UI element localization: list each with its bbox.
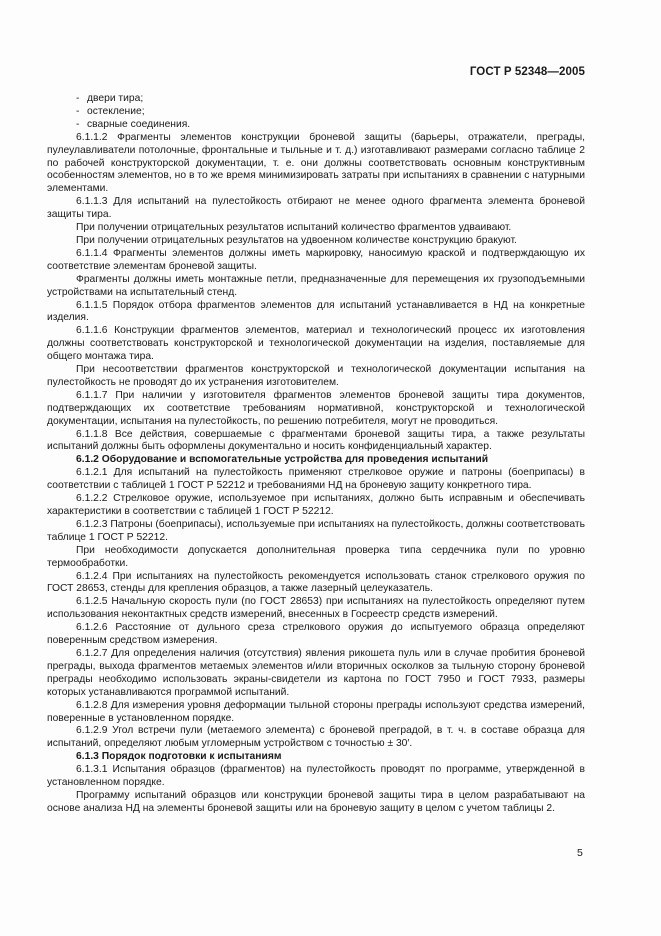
dash-marker: - [76,105,80,117]
paragraph: 6.1.2.8 Для измерения уровня деформации тыльной стороны преграды используют средства измерений, поверенные в установленном порядке. [47,699,585,724]
list-item-text: остекление; [87,105,145,117]
paragraph: 6.1.1.4 Фрагменты элементов должны иметь маркировку, наносимую краской и подтверждающую их соответствие элементам броневой защиты. [47,247,585,272]
list [47,93,585,132]
paragraph: 6.1.2.9 Угол встречи пули (метаемого элемента) с броневой преградой, в т. ч. в составе образца для испытаний, определяют любым угломерным устройством с точностью ± 30′. [47,725,585,750]
paragraph: 6.1.2.5 Начальную скорость пули (по ГОСТ 28653) при испытаниях на пулестойкость определяют путем использования неконтактных средств измерений, внесенных в Госреестр средств измерений. [47,596,585,621]
paragraph: 6.1.2.2 Стрелковое оружие, используемое при испытаниях, должно быть исправным и обеспечивать характеристики в соответствии с таблицей 1 ГОСТ Р 52212. [47,493,585,517]
paragraph: При несоответствии фрагментов конструкторской и технологической документации испытания на пулестойкость не проводят до их устранения изготовителем. [47,364,585,388]
paragraph: 6.1.2.7 Для определения наличия (отсутствия) явления рикошета пуль или в случае пробития броневой преграды, выхода фрагментов метаемых элементов и/или вторичных осколков за тыльную сторону броневой преграды необходимо использовать экраны-свидетели из картона по ГОСТ 7950 и ГОСТ 7933, размеры которых устанавливаются программой испытаний. [47,647,585,698]
page-number: 5 [577,847,583,859]
paragraph: 6.1.2.1 Для испытаний на пулестойкость применяют стрелковое оружие и патроны (боеприпасы) в соответствии с таблицей 1 ГОСТ Р 52212 и требованиями НД на броневую защиту конкретного тира. [47,467,585,492]
document-body [47,93,585,816]
document-code-header: ГОСТ Р 52348—2005 [469,66,585,78]
section-heading: 6.1.3 Порядок подготовки к испытаниям [76,751,282,763]
paragraph: 6.1.1.7 При наличии у изготовителя фрагментов элементов броневой защиты тира документов, подтверждающих их соответствие требованиям нормативной, конструкторской и технологической документации, испытания на пулестойкость, по решению потребителя, могут не проводиться. [47,389,585,427]
paragraph: 6.1.1.8 Все действия, совершаемые с фрагментами броневой защиты тира, а также результаты испытаний должны быть оформлены документально и носить конфиденциальный характер. [47,428,585,453]
paragraph: При получении отрицательных результатов испытаний количество фрагментов удваивают. [76,222,512,234]
paragraph: 6.1.2.6 Расстояние от дульного среза стрелкового оружия до испытуемого образца определяют поверенным средством измерения. [47,622,585,647]
paragraph: Программу испытаний образцов или конструкции броневой защиты тира в целом разрабатывают на основе анализа НД на элементы броневой защиты или на броневую защиту в целом с учетом таблицы 2. [47,789,585,814]
dash-marker: - [76,118,80,130]
list-item-text: двери тира; [87,93,144,104]
paragraphs [47,132,585,816]
paragraph: При получении отрицательных результатов на удвоенном количестве конструкцию бракуют. [76,234,517,246]
paragraph: 6.1.1.5 Порядок отбора фрагментов элементов для испытаний устанавливается в НД на конкретные изделия. [47,299,585,324]
section-heading: 6.1.2 Оборудование и вспомогательные устройства для проведения испытаний [76,454,489,466]
paragraph: Фрагменты должны иметь монтажные петли, предназначенные для перемещения их грузоподъемными устройствами на испытательный стенд. [47,273,585,298]
paragraph: 6.1.1.3 Для испытаний на пулестойкость отбирают не менее одного фрагмента элемента броневой защиты тира. [47,196,585,221]
list-item [47,106,585,119]
paragraph: 6.1.2.3 Патроны (боеприпасы), используемые при испытаниях на пулестойкость, должны соответствовать таблице 1 ГОСТ Р 52212. [47,518,585,543]
paragraph: 6.1.1.2 Фрагменты элементов конструкции броневой защиты (барьеры, отражатели, преграды, пулеулавливатели потолочные, фронтальные и тыльные и т. д.) изготавливают размерами согласно таблице 2 по рабочей конструкторской документации, т. е. они должны соответствовать основным конструктивным особенностям элементов, но в то же время минимизировать затраты при испытаниях в сравнении с натурными элементами. [47,131,585,195]
paragraph: 6.1.1.6 Конструкции фрагментов элементов, материал и технологический процесс их изготовления должны соответствовать конструкторской и технологической документации на изделия, поставляемые для общего монтажа тира. [47,325,585,363]
paragraph: При необходимости допускается дополнительная проверка типа сердечника пули по уровню термообработки. [47,544,585,569]
paragraph: 6.1.2.4 При испытаниях на пулестойкость рекомендуется использовать станок стрелкового оружия по ГОСТ 28653, стенды для крепления образцов, а также лазерный целеуказатель. [47,570,585,595]
list-item [47,119,585,132]
list-item [47,93,585,106]
list-item-text: сварные соединения. [87,118,191,130]
paragraph: 6.1.3.1 Испытания образцов (фрагментов) на пулестойкость проводят по программе, утвержденной в установленном порядке. [47,764,585,789]
dash-marker: - [76,93,80,104]
